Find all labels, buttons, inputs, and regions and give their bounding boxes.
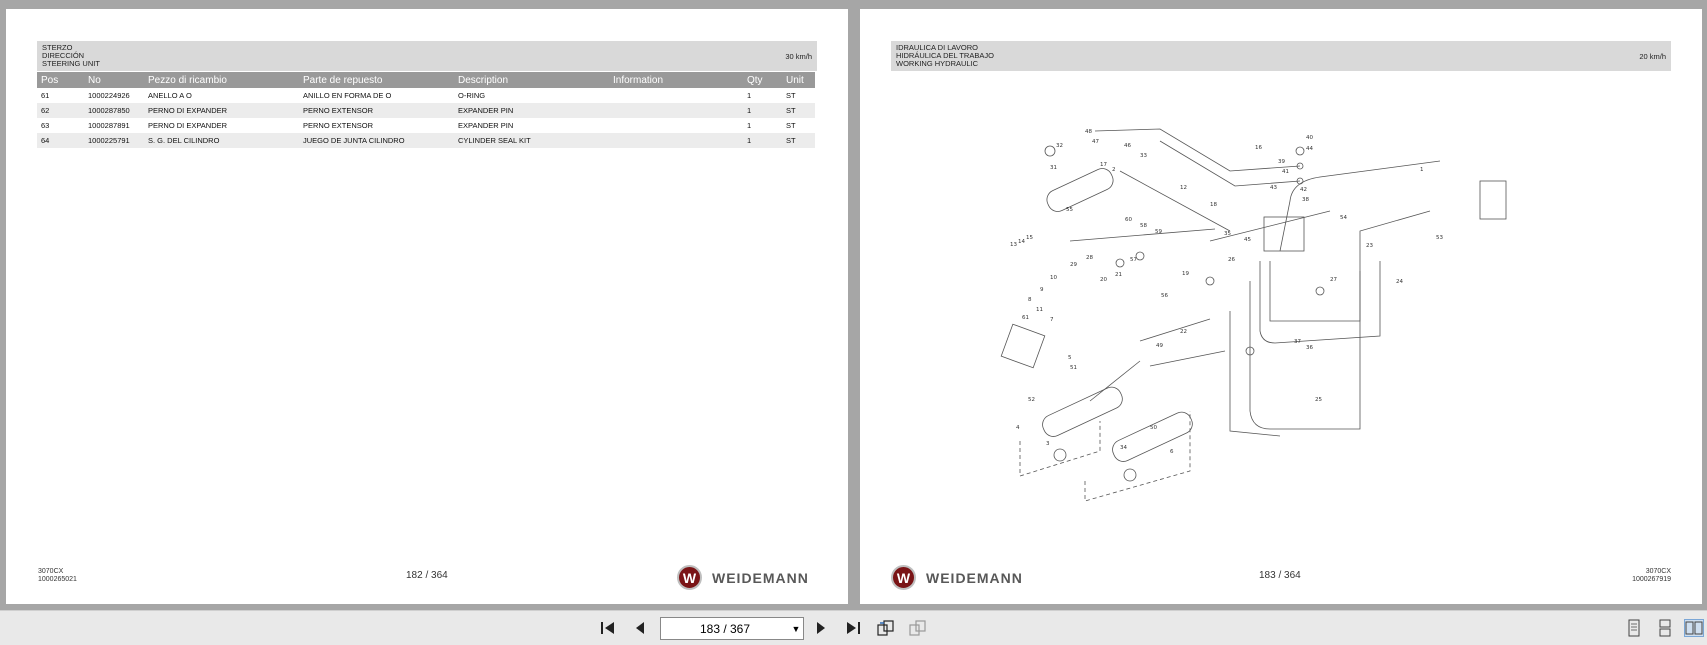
left-page (6, 9, 848, 604)
cell-pos: 64 (37, 133, 84, 148)
fitting (1124, 469, 1136, 481)
part-label: 7 (1050, 317, 1054, 323)
cell-no: 1000287850 (84, 103, 144, 118)
page-number-value: 183 / 367 (699, 621, 751, 636)
section-title-it: STERZO (42, 43, 73, 52)
fitting (1316, 287, 1324, 295)
part-label: 10 (1050, 275, 1057, 281)
table-row (37, 133, 815, 148)
col-pos: Pos (37, 72, 84, 88)
weidemann-logo-icon: W (891, 565, 916, 590)
fitting (1116, 259, 1124, 267)
cell-pos: 63 (41, 121, 50, 130)
col-description: Description (454, 72, 609, 88)
cell-parte: PERNO EXTENSOR (303, 121, 374, 130)
part-label: 2 (1112, 167, 1116, 173)
part-label: 18 (1210, 202, 1217, 208)
steering-cylinder (1044, 165, 1117, 215)
pipe-line (1250, 271, 1360, 429)
part-label: 21 (1115, 272, 1122, 278)
part-label: 38 (1302, 197, 1309, 203)
part-label: 41 (1282, 169, 1289, 175)
part-label: 16 (1255, 145, 1262, 151)
part-label: 56 (1161, 293, 1168, 299)
weidemann-logo-icon: W (677, 565, 702, 590)
seal-kit-box (1001, 324, 1045, 368)
part-label: 15 (1026, 235, 1033, 241)
lift-cylinder (1039, 384, 1125, 440)
brand-logo (677, 565, 809, 590)
cell-qty: 1 (743, 133, 782, 148)
part-label: 31 (1050, 165, 1057, 171)
cell-information (609, 103, 743, 118)
part-label: 51 (1070, 365, 1077, 371)
part-label: 53 (1436, 235, 1443, 241)
part-label: 35 (1224, 231, 1231, 237)
part-label: 13 (1010, 242, 1017, 248)
cell-parte: ANILLO EN FORMA DE O (303, 91, 392, 100)
section-title-es: HIDRÁULICA DEL TRABAJO (896, 51, 994, 60)
cell-qty: 1 (747, 121, 752, 130)
fitting (1045, 146, 1055, 156)
part-label: 3 (1046, 441, 1050, 447)
control-valve (1480, 181, 1506, 219)
part-label: 48 (1085, 129, 1092, 135)
cell-qty: 1 (743, 103, 782, 118)
part-label: 24 (1396, 279, 1403, 285)
cell-description: CYLINDER SEAL KIT (454, 133, 609, 148)
part-label: 14 (1018, 239, 1025, 245)
section-titles (896, 44, 994, 68)
cell-unit: ST (782, 103, 815, 118)
hydraulic-exploded-diagram (1000, 111, 1443, 511)
part-label: 27 (1330, 277, 1337, 283)
pipe-line (1140, 319, 1210, 341)
fitting (1206, 277, 1214, 285)
cell-information (609, 88, 743, 103)
part-label: 23 (1366, 243, 1373, 249)
part-label: 34 (1120, 445, 1127, 451)
col-qty: Qty (743, 72, 782, 88)
section-title-es: DIRECCIÓN (42, 51, 85, 60)
cell-description: O-RING (458, 91, 486, 100)
part-label: 4 (1016, 425, 1020, 431)
section-titles (42, 44, 100, 68)
fitting (1054, 449, 1066, 461)
cell-pezzo: PERNO DI EXPANDER (144, 103, 299, 118)
section-title-en: STEERING UNIT (42, 59, 100, 68)
footer-model-info (1632, 568, 1671, 584)
cell-pezzo: S. G. DEL CILINDRO (144, 133, 299, 148)
cell-unit: ST (782, 133, 815, 148)
last-page-icon[interactable] (843, 619, 863, 637)
part-label: 12 (1180, 185, 1187, 191)
part-label: 32 (1056, 143, 1063, 149)
col-parte: Parte de repuesto (299, 72, 454, 88)
model-name: 3070CX (1645, 568, 1671, 575)
part-label: 17 (1100, 162, 1107, 168)
part-label: 57 (1130, 257, 1137, 263)
pipe-line (1095, 129, 1300, 171)
brand-name: WEIDEMANN (926, 569, 1023, 586)
cell-description: EXPANDER PIN (458, 121, 514, 130)
speed-label: 30 km/h (785, 52, 812, 61)
part-label: 61 (1022, 315, 1029, 321)
cell-no: 1000225791 (84, 133, 144, 148)
table-row (37, 103, 815, 118)
cell-description: EXPANDER PIN (454, 103, 609, 118)
part-label: 5 (1068, 355, 1072, 361)
document-number: 1000267919 (1632, 576, 1671, 583)
rotate-icon[interactable] (876, 619, 896, 637)
part-label: 44 (1306, 146, 1313, 152)
chevron-down-icon: ▼ (791, 623, 801, 634)
pipe-line (1260, 261, 1380, 343)
pipe-line (1230, 311, 1280, 436)
cell-no: 1000224926 (88, 91, 130, 100)
part-label: 59 (1155, 229, 1162, 235)
part-label: 8 (1028, 297, 1032, 303)
part-label: 46 (1124, 143, 1131, 149)
table-row (37, 88, 815, 103)
col-no: No (84, 72, 144, 88)
section-title-it: IDRAULICA DI LAVORO (896, 43, 978, 52)
pipe-line (1150, 351, 1225, 366)
part-label: 42 (1300, 187, 1307, 193)
next-page-icon[interactable] (811, 619, 831, 637)
part-label: 1 (1420, 167, 1424, 173)
part-label: 60 (1125, 217, 1132, 223)
part-label: 54 (1340, 215, 1347, 221)
document-number: 1000265021 (38, 576, 77, 583)
cell-unit: ST (786, 121, 796, 130)
cell-pezzo: ANELLO A O (148, 91, 192, 100)
part-label: 55 (1066, 207, 1073, 213)
first-page-icon[interactable] (598, 619, 618, 637)
prev-page-icon[interactable] (630, 619, 650, 637)
parts-table (37, 72, 815, 148)
part-label: 39 (1278, 159, 1285, 165)
cell-pezzo: PERNO DI EXPANDER (148, 121, 228, 130)
part-label: 29 (1070, 262, 1077, 268)
part-label: 37 (1294, 339, 1301, 345)
part-label: 9 (1040, 287, 1044, 293)
part-label: 43 (1270, 185, 1277, 191)
part-label: 20 (1100, 277, 1107, 283)
fitting (1136, 252, 1144, 260)
part-label: 40 (1306, 135, 1313, 141)
model-name: 3070CX (38, 568, 64, 575)
section-title-en: WORKING HYDRAULIC (896, 59, 979, 68)
pipe-line (1270, 211, 1430, 321)
page-number: 183 / 364 (1259, 570, 1301, 581)
table-row (37, 118, 815, 133)
single-page-view-icon[interactable] (1624, 619, 1644, 637)
part-label: 50 (1150, 425, 1157, 431)
part-label: 19 (1182, 271, 1189, 277)
cell-no: 1000287891 (88, 121, 130, 130)
fitting (1296, 147, 1304, 155)
page-number: 182 / 364 (406, 570, 448, 581)
compare-icon[interactable] (908, 619, 928, 637)
cell-information (609, 133, 743, 148)
part-label: 49 (1156, 343, 1163, 349)
col-information: Information (609, 72, 743, 88)
part-label: 52 (1028, 397, 1035, 403)
pipe-line (1120, 171, 1230, 231)
two-page-view-icon[interactable] (1684, 619, 1704, 637)
part-label: 11 (1036, 307, 1043, 313)
col-pezzo: Pezzo di ricambio (144, 72, 299, 88)
part-label: 36 (1306, 345, 1313, 351)
part-label: 58 (1140, 223, 1147, 229)
pipe-line (1090, 361, 1140, 401)
part-label: 28 (1086, 255, 1093, 261)
brand-name: WEIDEMANN (712, 569, 809, 586)
cell-parte: PERNO EXTENSOR (299, 103, 454, 118)
cell-unit: ST (786, 91, 796, 100)
part-label: 26 (1228, 257, 1235, 263)
footer-model-info (38, 568, 77, 584)
page-number-select[interactable] (660, 617, 804, 640)
right-page (860, 9, 1702, 604)
cell-pos: 62 (37, 103, 84, 118)
cell-qty: 1 (747, 91, 752, 100)
part-label: 33 (1140, 153, 1147, 159)
section-header (891, 41, 1671, 71)
section-header (37, 41, 817, 71)
cell-parte: JUEGO DE JUNTA CILINDRO (299, 133, 454, 148)
part-label: 22 (1180, 329, 1187, 335)
part-label: 6 (1170, 449, 1174, 455)
cell-pos: 61 (41, 91, 50, 100)
table-header-row (37, 72, 815, 88)
part-label: 25 (1315, 397, 1322, 403)
dashed-group-box (1020, 421, 1100, 476)
pipe-line (1070, 229, 1215, 241)
speed-label: 20 km/h (1639, 52, 1666, 61)
cell-information (609, 118, 743, 133)
part-label: 45 (1244, 237, 1251, 243)
part-label: 47 (1092, 139, 1099, 145)
col-unit: Unit (782, 72, 815, 88)
tilt-cylinder (1109, 409, 1195, 465)
continuous-view-icon[interactable] (1655, 619, 1675, 637)
viewer-toolbar (0, 610, 1707, 645)
brand-logo (891, 565, 1023, 590)
